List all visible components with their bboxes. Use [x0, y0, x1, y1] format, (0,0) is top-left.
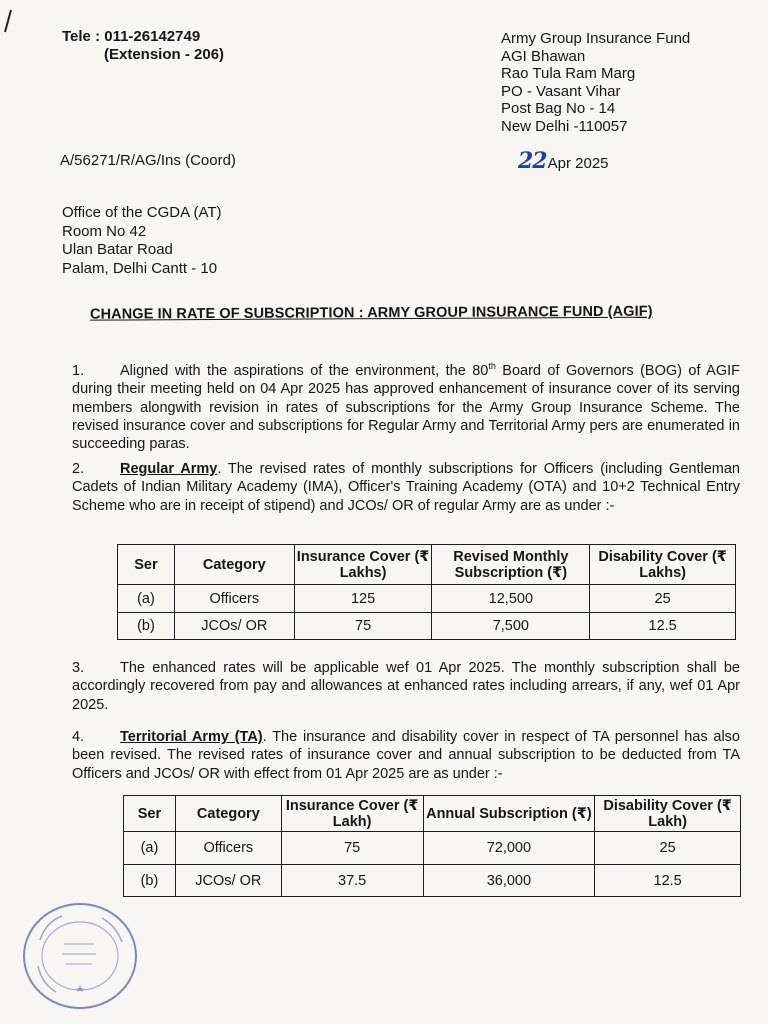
- sender-address: [501, 30, 690, 135]
- table-cell: 125: [294, 585, 432, 613]
- paragraph-text: Board of Governors (BOG) of AGIF during their meeting held on 04 Apr 2025 has approved enhancement of insurance cover of its serving members alongwith revision in rates of subscriptions for the Army Group Insurance Scheme. The revised insurance cover and subscriptions for Regular Army and Territorial Army pers are enumerated in succeeding paras.: [72, 362, 740, 453]
- address-line: Army Group Insurance Fund: [501, 30, 691, 47]
- letter-date: [518, 150, 609, 175]
- paragraph-3: [72, 659, 740, 714]
- table-header: Ser: [124, 796, 176, 832]
- paragraph-number: 3.: [72, 660, 85, 676]
- table-cell: (b): [118, 613, 175, 640]
- table-cell: 72,000: [423, 832, 595, 865]
- handwritten-day: 22: [518, 148, 547, 174]
- paragraph-text: The enhanced rates will be applicable wef 01 Apr 2025. The monthly subscription shall be accordingly recovered from pay and allowances at enhanced rates including arrears, if any, wef 01 Apr 2025.: [72, 660, 740, 713]
- addressee-block: [62, 204, 222, 278]
- table-cell: 75: [294, 613, 432, 640]
- table-cell: JCOs/ OR: [175, 865, 281, 897]
- table-header: Annual Subscription (₹): [423, 796, 595, 832]
- addressee-line: Office of the CGDA (AT): [62, 204, 222, 221]
- table-cell: 36,000: [423, 865, 595, 897]
- paragraph-1: [72, 357, 740, 454]
- table-header: Insurance Cover (₹ Lakh): [281, 796, 423, 832]
- paragraph-number: 1.: [72, 362, 85, 379]
- table-cell: Officers: [174, 585, 294, 613]
- date-month-year: Apr 2025: [547, 155, 609, 172]
- table-row: [118, 613, 736, 640]
- table-cell: 7,500: [432, 613, 590, 640]
- paragraph-4: [72, 728, 740, 783]
- table-cell: 12,500: [432, 585, 590, 613]
- paragraph-2: [72, 460, 740, 515]
- paragraph-text: Aligned with the aspirations of the environment, the 80: [120, 362, 489, 379]
- paragraph-text: . The insurance and disability cover in respect of TA personnel has also been revised. The revised rates of insurance cover and annual subscription to be deducted from TA Officers and JCOs/ OR with effect from 01 Apr 2025 are as under :-: [72, 729, 740, 782]
- reference-number: A/56271/R/AG/Ins (Coord): [60, 152, 236, 169]
- paragraph-title: Regular Army: [120, 461, 218, 477]
- telephone-block: [62, 28, 224, 64]
- table-cell: (a): [124, 832, 176, 865]
- table-header: Category: [175, 796, 281, 832]
- table-cell: 25: [590, 585, 736, 613]
- table-cell: 37.5: [281, 865, 423, 897]
- table-header: Insurance Cover (₹ Lakhs): [294, 545, 432, 585]
- paragraph-text: . The revised rates of monthly subscriptions for Officers (including Gentleman Cadets of Indian Military Academy (IMA), Officer's Training Academy (OTA) and 10+2 Technical Entry Scheme who are in receipt of stipend) and JCOs/ OR of regular Army are as under :-: [72, 461, 740, 514]
- table-cell: JCOs/ OR: [174, 613, 294, 640]
- telephone-number: Tele : 011-26142749: [62, 28, 201, 45]
- table-row: [124, 832, 741, 865]
- addressee-line: Ulan Batar Road: [62, 241, 173, 258]
- address-line: Post Bag No - 14: [501, 100, 616, 117]
- office-stamp: [20, 900, 142, 1014]
- regular-army-rates-table: [117, 544, 736, 640]
- table-header: Disability Cover (₹ Lakhs): [590, 545, 736, 585]
- address-line: New Delhi -110057: [501, 117, 628, 135]
- table-cell: (b): [124, 865, 176, 897]
- table-cell: 25: [595, 832, 741, 865]
- table-row: [118, 585, 736, 613]
- addressee-line: Room No 42: [62, 222, 147, 240]
- paragraph-title: Territorial Army (TA): [120, 729, 263, 745]
- table-header: Disability Cover (₹ Lakh): [595, 796, 741, 832]
- table-cell: Officers: [175, 832, 281, 865]
- table-cell: 12.5: [595, 865, 741, 897]
- subject-heading: CHANGE IN RATE OF SUBSCRIPTION : ARMY GROUP INSURANCE FUND (AGIF): [89, 303, 653, 323]
- table-header: Ser: [118, 545, 175, 585]
- table-header: Category: [174, 545, 294, 585]
- address-line: AGI Bhawan: [501, 47, 586, 65]
- paragraph-number: 2.: [72, 461, 85, 477]
- address-line: Rao Tula Ram Marg: [501, 65, 636, 82]
- ordinal-suffix: th: [488, 361, 496, 371]
- table-row: [124, 865, 741, 897]
- table-header: Revised Monthly Subscription (₹): [432, 545, 590, 585]
- table-cell: 12.5: [590, 613, 736, 640]
- extension: (Extension - 206): [104, 46, 225, 63]
- territorial-army-rates-table: [123, 795, 741, 897]
- address-line: PO - Vasant Vihar: [501, 82, 621, 100]
- addressee-line: Palam, Delhi Cantt - 10: [62, 259, 218, 277]
- paragraph-number: 4.: [72, 729, 85, 745]
- table-cell: 75: [281, 832, 423, 865]
- table-cell: (a): [118, 585, 175, 613]
- scan-mark: [2, 8, 14, 34]
